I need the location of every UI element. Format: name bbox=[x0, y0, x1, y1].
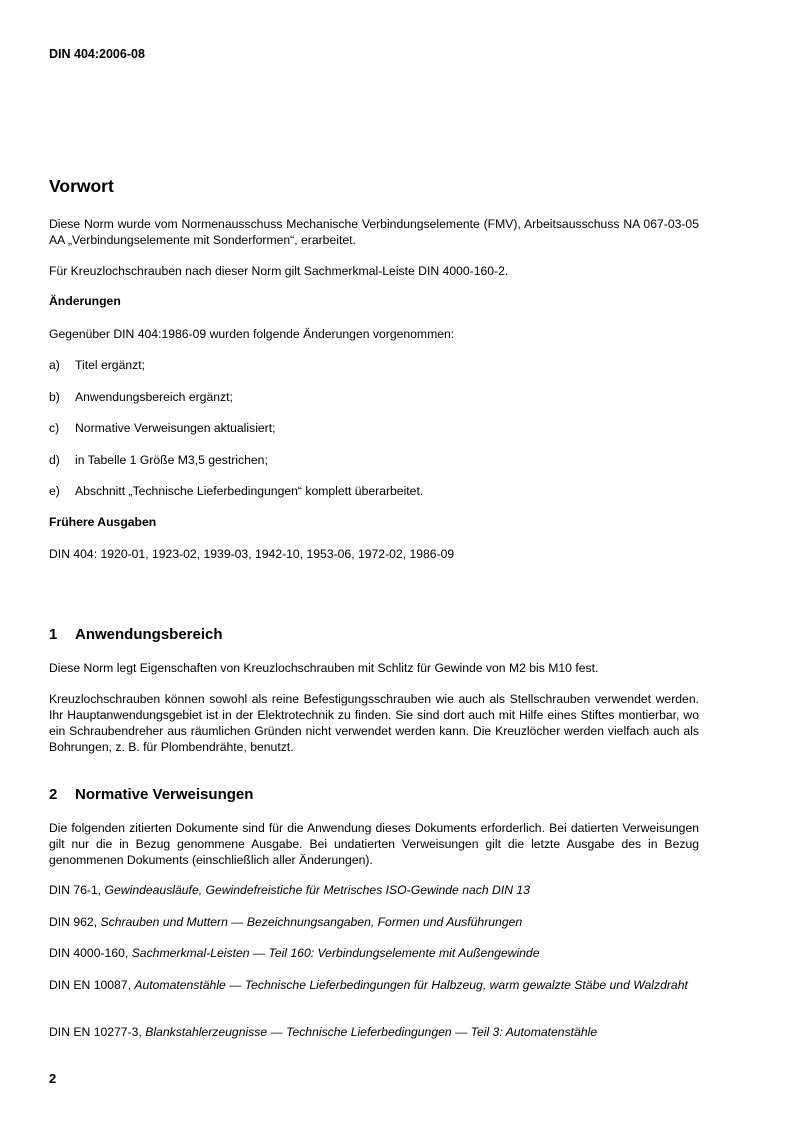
section-1-heading bbox=[49, 626, 699, 643]
reference-item bbox=[49, 882, 699, 898]
section-1-paragraph-1: Diese Norm legt Eigenschaften von Kreuzlochschrauben mit Schlitz für Gewinde von M2 bis M10 fest. bbox=[49, 661, 599, 675]
section-number: 2 bbox=[49, 786, 58, 803]
change-item bbox=[49, 452, 699, 468]
previous-editions-text: DIN 404: 1920-01, 1923-02, 1939-03, 1942-10, 1953-06, 1972-02, 1986-09 bbox=[49, 547, 455, 561]
reference-id: DIN EN 10277-3, bbox=[49, 1025, 142, 1039]
reference-title: Sachmerkmal-Leisten — Teil 160: Verbindungselemente mit Außengewinde bbox=[131, 946, 540, 960]
change-text: Titel ergänzt; bbox=[75, 358, 145, 372]
section-title: Anwendungsbereich bbox=[75, 626, 223, 643]
foreword-paragraph-2: Für Kreuzlochschrauben nach dieser Norm gilt Sachmerkmal-Leiste DIN 4000-160-2. bbox=[49, 264, 509, 278]
changes-intro: Gegenüber DIN 404:1986-09 wurden folgende Änderungen vorgenommen: bbox=[49, 327, 455, 341]
change-text: Normative Verweisungen aktualisiert; bbox=[75, 421, 276, 435]
reference-id: DIN 962, bbox=[49, 915, 98, 929]
change-label: e) bbox=[49, 484, 60, 498]
reference-id: DIN 76-1, bbox=[49, 883, 102, 897]
page-number: 2 bbox=[49, 1071, 57, 1086]
reference-title: Gewindeausläufe, Gewindefreistiche für Metrisches ISO-Gewinde nach DIN 13 bbox=[104, 883, 530, 897]
reference-item bbox=[49, 945, 699, 961]
document-id: DIN 404:2006-08 bbox=[49, 47, 145, 61]
change-item bbox=[49, 357, 699, 373]
previous-editions-heading: Frühere Ausgaben bbox=[49, 515, 157, 529]
change-label: c) bbox=[49, 421, 60, 435]
change-item bbox=[49, 389, 699, 405]
change-label: b) bbox=[49, 390, 60, 404]
reference-title: Automatenstähle — Technische Lieferbedingungen für Halbzeug, warm gewalzte Stäbe und Walzdraht bbox=[134, 978, 688, 992]
reference-item bbox=[49, 1024, 699, 1040]
change-text: Abschnitt „Technische Lieferbedingungen“ komplett überarbeitet. bbox=[75, 484, 424, 498]
change-item bbox=[49, 420, 699, 436]
change-text: Anwendungsbereich ergänzt; bbox=[75, 390, 233, 404]
reference-item bbox=[49, 977, 699, 993]
section-2-paragraph-1: Die folgenden zitierten Dokumente sind für die Anwendung dieses Dokuments erforderlich. Bei datierten Verweisungen gilt nur die in Bezug genommene Ausgabe. Bei undatierten Verweisungen gilt die letzte Ausgabe des in Bezug genommenen Dokuments (einschließlich aller Änderungen). bbox=[49, 821, 699, 867]
change-text: in Tabelle 1 Größe M3,5 gestrichen; bbox=[75, 453, 268, 467]
reference-id: DIN 4000-160, bbox=[49, 946, 129, 960]
change-label: a) bbox=[49, 358, 60, 372]
reference-id: DIN EN 10087, bbox=[49, 978, 131, 992]
change-label: d) bbox=[49, 453, 60, 467]
reference-title: Schrauben und Muttern — Bezeichnungsangaben, Formen und Ausführungen bbox=[100, 915, 523, 929]
reference-title: Blankstahlerzeugnisse — Technische Lieferbedingungen — Teil 3: Automatenstähle bbox=[145, 1025, 598, 1039]
section-2-heading bbox=[49, 786, 699, 803]
changes-heading: Änderungen bbox=[49, 294, 121, 308]
reference-item bbox=[49, 914, 699, 930]
section-number: 1 bbox=[49, 626, 58, 643]
foreword-paragraph-1: Diese Norm wurde vom Normenausschuss Mechanische Verbindungselemente (FMV), Arbeitsausschuss NA 067-03-05 AA „Verbindungselemente mit Sonderformen“, erarbeitet. bbox=[49, 217, 699, 247]
foreword-title: Vorwort bbox=[49, 176, 114, 196]
section-title: Normative Verweisungen bbox=[75, 786, 254, 803]
change-item bbox=[49, 483, 699, 499]
section-1-paragraph-2: Kreuzlochschrauben können sowohl als reine Befestigungsschrauben wie auch als Stellschrauben verwendet werden. Ihr Hauptanwendungsgebiet ist in der Elektrotechnik zu finden. Sie sind dort auch mit Hilfe eines Stiftes montierbar, wo ein Schraubendreher aus räumlichen Gründen nicht verwendet werden kann. Die Kreuzlöcher werden vielfach auch als Bohrungen, z. B. für Plombendrähte, benutzt. bbox=[49, 692, 699, 754]
